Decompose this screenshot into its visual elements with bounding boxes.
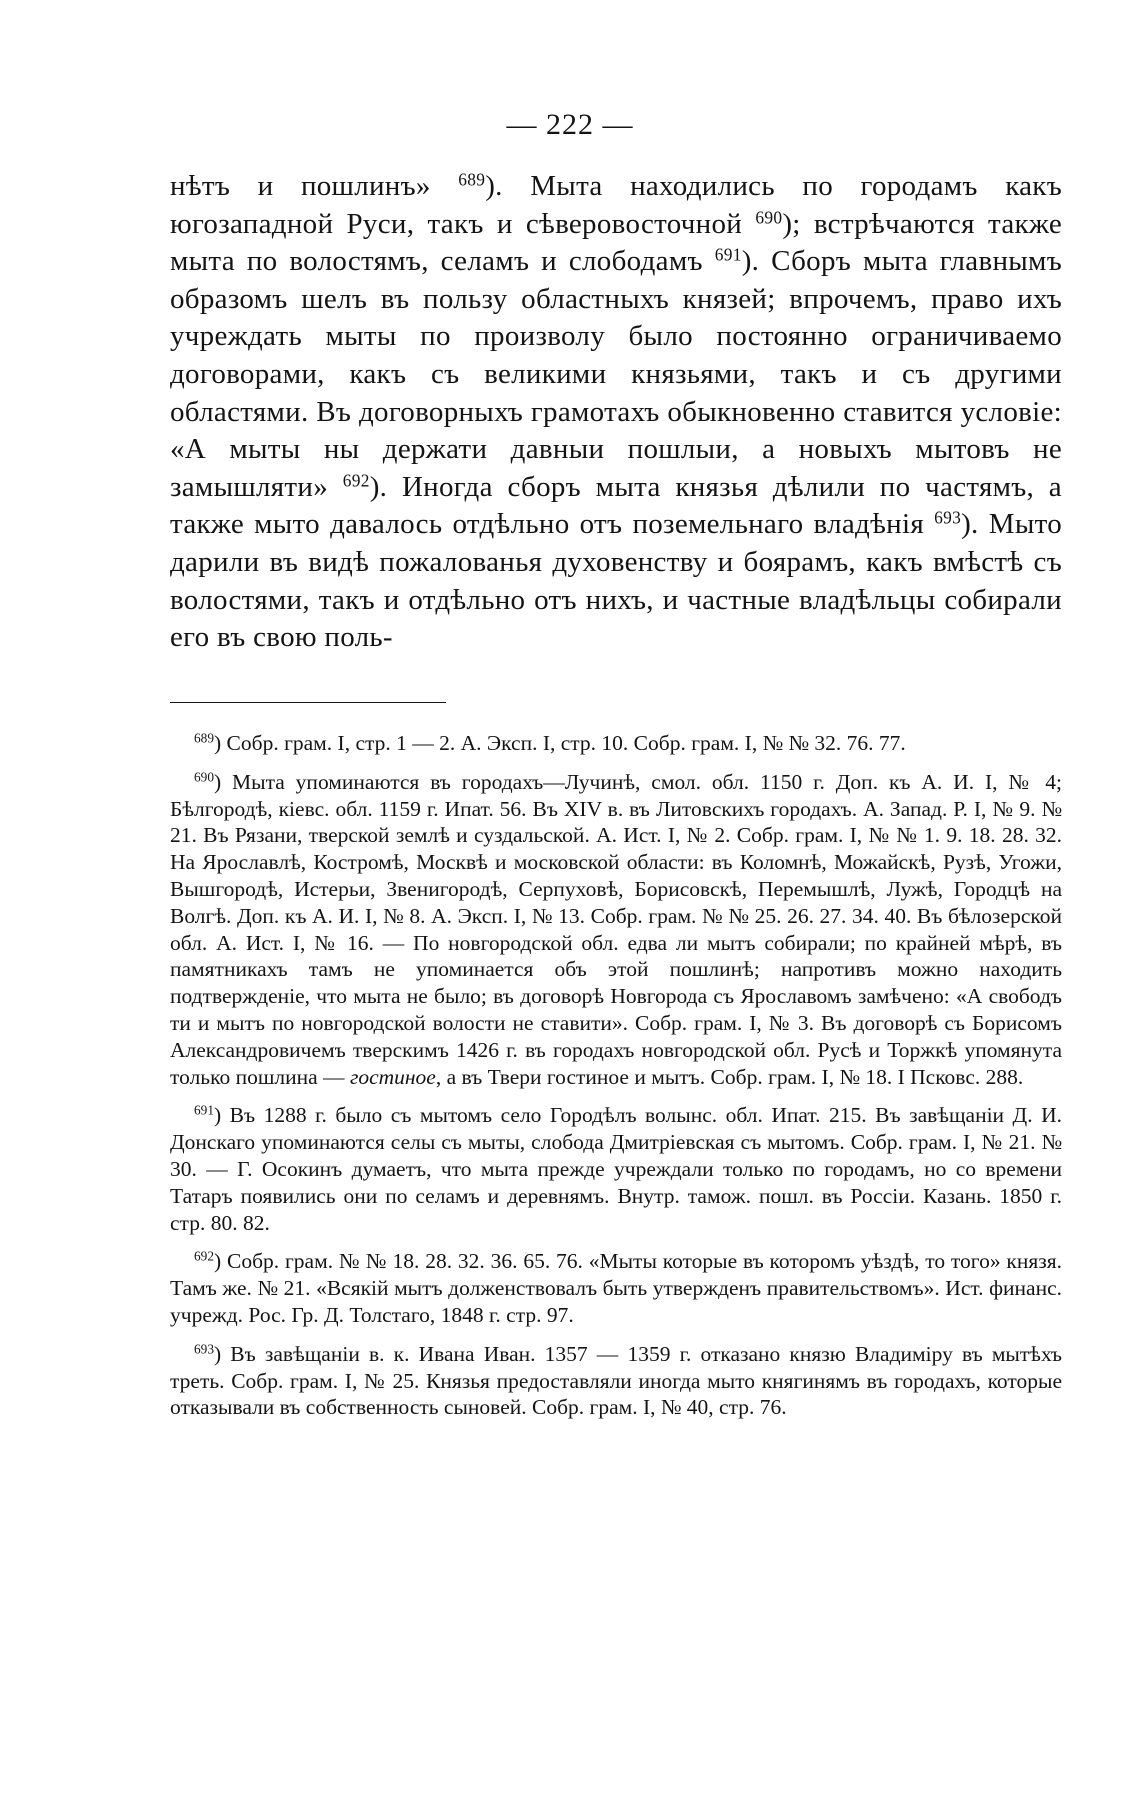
text-segment: ). Сборъ мыта главнымъ образомъ шелъ въ пользу областныхъ князей; впрочемъ, право ихъ учреждать мыты по произволу было постоянно ограничиваемо договорами, какъ съ великими князьями, такъ и съ другими областями. Въ договорныхъ грамотахъ обыкновенно ставится условіе: «А мыты ны держати давныи пошлыи, а новыхъ мытовъ не замышляти»	[170, 245, 1062, 503]
footnote-text: ) Мыта упоминаются въ городахъ—Лучинѣ, смол. обл. 1150 г. Доп. къ А. И. I, № 4; Бѣлгородѣ, кіевс. обл. 1159 г. Ипат. 56. Въ XIV в. въ Литовскихъ городахъ. А. Запад. Р. I, № 9. № 21. Въ Рязани, тверской землѣ и суздальской. А. Ист. I, № 2. Собр. грам. I, № № 1. 9. 18. 28. 32. На Ярославлѣ, Костромѣ, Москвѣ и московской области: въ Коломнѣ, Можайскѣ, Рузѣ, Угожи, Вышгородѣ, Истерьи, Звенигородѣ, Серпуховѣ, Борисовскѣ, Перемышлѣ, Лужѣ, Городцѣ на Волгѣ. Доп. къ А. И. I, № 8. А. Эксп. I, № 13. Собр. грам. № № 25. 26. 27. 34. 40. Въ бѣлозерской обл. А. Ист. I, № 16. — По новгородской обл. едва ли мытъ собирали; по крайней мѣрѣ, въ памятникахъ тамъ не упоминается объ этой пошлинѣ; напротивъ можно находить подтвержденіе, что мыта не было; въ договорѣ Новгорода съ Ярославомъ замѣчено: «А свободъ ти и мытъ по новгородской волости не ставити». Собр. грам. I, № 3. Въ договорѣ съ Борисомъ Александровичемъ тверскимъ 1426 г. въ городахъ новгородской обл. Русѣ и Торжкѣ упомянута только пошлина —	[170, 769, 1062, 1089]
footnote-692	[170, 1248, 1062, 1328]
footnote-ref-689[interactable]: 689	[458, 169, 486, 190]
text-segment: ). Иногда сборъ мыта князья дѣлили по частямъ, а также мыто давалось отдѣльно отъ поземельнаго владѣнія	[170, 470, 1062, 541]
page-number: — 222 —	[506, 108, 634, 141]
footnote-691	[170, 1102, 1062, 1236]
footnote-marker: 691	[194, 1103, 214, 1119]
text-segment: ). Мыто дарили въ видѣ пожалованья духовенству и боярамъ, какъ вмѣстѣ съ волостями, такъ и отдѣльно отъ нихъ, и частные владѣльцы собирали его въ свою поль-	[170, 508, 1062, 654]
footnote-marker: 689	[194, 730, 214, 746]
footnote-text: , а въ Твери гостиное и мытъ. Собр. грам. I, № 18. I Псковс. 288.	[435, 1064, 1024, 1089]
footnote-text: ) Въ завѣщаніи в. к. Ивана Иван. 1357 — 1359 г. отказано князю Владиміру въ мытѣхъ треть. Собр. грам. I, № 25. Князья предоставляли иногда мыто княгинямъ въ городахъ, которые отказывали въ собственность сыновей. Собр. грам. I, № 40, стр. 76.	[170, 1341, 1062, 1420]
footnote-ref-692[interactable]: 692	[342, 470, 370, 491]
footnote-text: ) Собр. грам. № № 18. 28. 32. 36. 65. 76. «Мыты которые въ которомъ уѣздѣ, то того» князя. Тамъ же. № 21. «Всякій мытъ долженствовалъ быть утвержденъ правительствомъ». Ист. финанс. учрежд. Рос. Гр. Д. Толстаго, 1848 г. стр. 97.	[170, 1249, 1062, 1327]
text-segment: нѣтъ и пошлинъ»	[170, 170, 459, 202]
footnote-ref-691[interactable]: 691	[714, 244, 742, 265]
footnote-690	[170, 769, 1062, 1091]
footnote-693	[170, 1341, 1062, 1421]
footnote-marker: 692	[194, 1249, 214, 1265]
footnote-ref-690[interactable]: 690	[755, 207, 783, 228]
footnote-ref-693[interactable]: 693	[934, 507, 962, 528]
text-segment: ); встрѣчаются также мыта по волостямъ, селамъ и слободамъ	[170, 207, 1063, 278]
footnote-marker: 693	[194, 1341, 214, 1357]
footnote-italic-term: гостиное	[349, 1064, 436, 1089]
footnote-marker: 690	[194, 769, 214, 785]
footnote-text: ) Въ 1288 г. было съ мытомъ село Городѣлъ волынс. обл. Ипат. 215. Въ завѣщаніи Д. И. Донскаго упоминаются селы съ мыты, слобода Дмитріевская съ мытомъ. Собр. грам. I, № 21. № 30. — Г. Осокинъ думаетъ, что мыта прежде учреждали только по городамъ, но со времени Татаръ появились они по селамъ и деревнямъ. Внутр. тамож. пошл. въ Россіи. Казань. 1850 г. стр. 80. 82.	[170, 1103, 1062, 1235]
footnotes-section	[170, 730, 1062, 1433]
footnote-text: ) Собр. грам. I, стр. 1 — 2. А. Эксп. I, стр. 10. Собр. грам. I, № № 32. 76. 77.	[214, 731, 906, 755]
footnote-689	[170, 730, 1062, 757]
main-paragraph	[170, 168, 1062, 657]
text-segment: ). Мыта находились по городамъ какъ югозападной Руси, такъ и сѣверовосточной	[170, 170, 1062, 240]
footnote-divider	[170, 702, 446, 703]
main-text-body	[170, 168, 1062, 657]
